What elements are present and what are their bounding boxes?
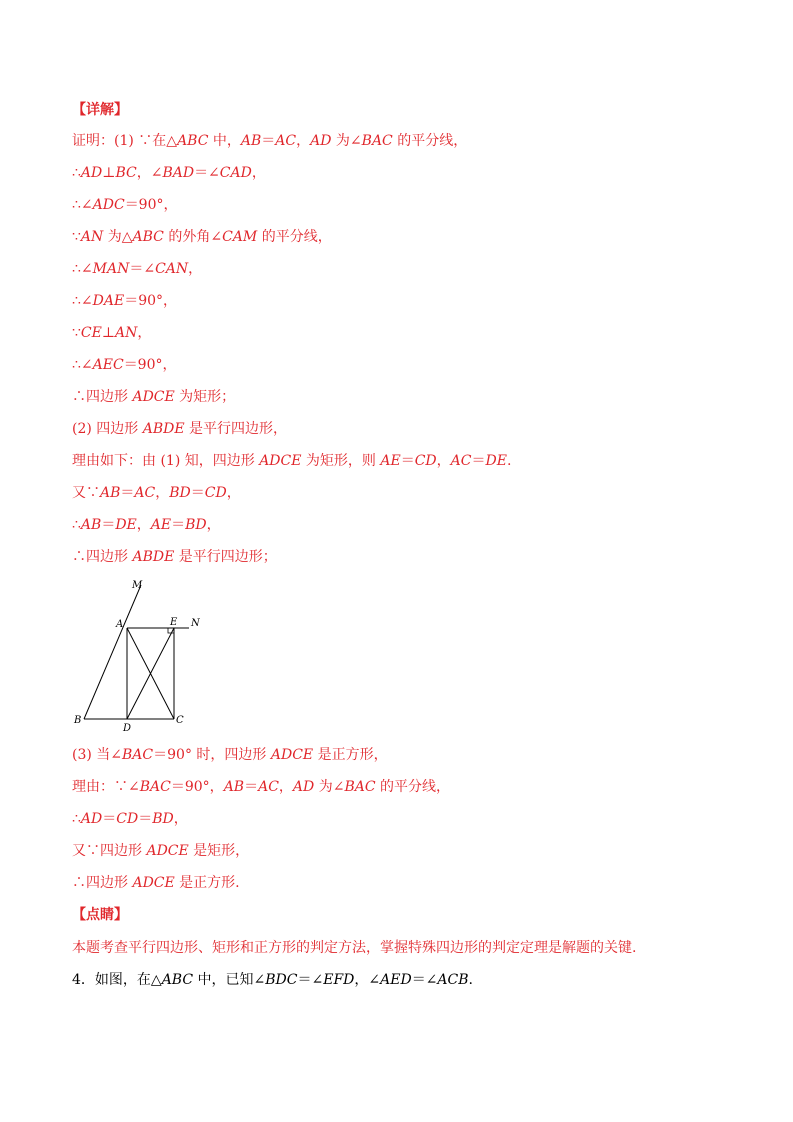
math-symbol: AC: [258, 779, 279, 795]
math-symbol: AB: [100, 485, 121, 501]
proof-line: [72, 450, 511, 472]
math-symbol: ADCE: [132, 875, 175, 891]
math-symbol: DE: [485, 453, 507, 469]
text-segment: ＝90°，: [124, 293, 178, 309]
math-symbol: DAE: [92, 293, 125, 309]
math-symbol: ABDE: [132, 549, 175, 565]
math-symbol: ADCE: [146, 843, 189, 859]
math-symbol: AB: [223, 779, 245, 795]
comment-heading: 【点睛】: [72, 907, 128, 923]
math-symbol: CAM: [222, 229, 258, 245]
math-symbol: BAC: [344, 779, 376, 795]
math-symbol: ABDE: [142, 421, 185, 437]
math-symbol: CAN: [155, 261, 189, 277]
text-segment: 为矩形；: [174, 389, 236, 405]
text-segment: ＝: [400, 453, 415, 469]
label-d: D: [123, 723, 132, 734]
text-segment: 理由：∵∠: [72, 779, 140, 795]
text-segment: ∴四边形: [72, 875, 133, 891]
text-segment: .: [468, 972, 473, 988]
proof-line: [72, 386, 235, 408]
math-symbol: AE: [380, 453, 401, 469]
math-symbol: AB: [240, 133, 262, 149]
proof-line: [72, 482, 241, 504]
text-segment: ＝: [261, 133, 276, 149]
text-segment: ∴∠: [72, 357, 93, 373]
math-symbol: AED: [380, 972, 412, 988]
text-segment: ∴: [72, 165, 81, 181]
geometry-figure: [70, 575, 210, 735]
math-symbol: AC: [275, 133, 297, 149]
proof-line: [72, 840, 249, 862]
text-segment: ，: [251, 165, 266, 181]
text-segment: ∴四边形: [72, 389, 133, 405]
text-segment: ＝: [138, 811, 153, 827]
text-segment: .: [506, 453, 512, 469]
text-segment: ，: [226, 485, 241, 501]
text-segment: ，∠: [136, 165, 163, 181]
math-symbol: BAC: [139, 779, 171, 795]
text-segment: ，∠: [354, 972, 381, 988]
text-segment: ，: [173, 811, 188, 827]
proof-line: [72, 354, 177, 376]
math-symbol: AB: [80, 517, 102, 533]
math-symbol: BAD: [162, 165, 195, 181]
text-segment: ∵: [72, 325, 81, 341]
proof-line: [72, 808, 188, 830]
proof-line: [72, 130, 467, 152]
text-segment: ，: [137, 325, 152, 341]
text-segment: ，: [155, 485, 170, 501]
math-symbol: EFD: [323, 972, 355, 988]
label-a: A: [116, 619, 124, 630]
text-segment: ＝: [120, 485, 135, 501]
proof-line: [72, 418, 287, 440]
text-segment: 为△: [103, 229, 133, 245]
text-segment: ，: [436, 453, 451, 469]
text-segment: ＝: [244, 779, 259, 795]
label-e: E: [170, 617, 178, 628]
text-segment: ∴∠: [72, 197, 93, 213]
math-symbol: BC: [115, 165, 137, 181]
text-segment: ＝∠: [297, 972, 324, 988]
text-segment: ，: [206, 517, 221, 533]
math-symbol: AE: [150, 517, 172, 533]
label-c: C: [176, 715, 184, 726]
text-segment: 为∠: [331, 133, 362, 149]
math-symbol: ABC: [177, 133, 209, 149]
proof-line: [72, 226, 332, 248]
text-segment: ＝: [101, 517, 116, 533]
math-symbol: BAC: [361, 133, 393, 149]
text-segment: ＝90°，: [123, 357, 177, 373]
proof-line: [72, 322, 151, 344]
math-symbol: AD: [80, 165, 103, 181]
math-symbol: BD: [169, 485, 191, 501]
text-segment: 是正方形.: [174, 875, 240, 891]
math-symbol: MAN: [92, 261, 130, 277]
label-n: N: [191, 618, 200, 629]
math-symbol: AEC: [92, 357, 124, 373]
text-segment: 为矩形，则: [301, 453, 381, 469]
text-segment: ＝: [171, 517, 186, 533]
math-symbol: CD: [204, 485, 227, 501]
math-symbol: AD: [292, 779, 315, 795]
text-segment: 中，已知∠: [193, 972, 266, 988]
text-segment: 证明：(1) ∵在△: [72, 133, 178, 149]
text-segment: (3) 当∠: [72, 747, 123, 763]
text-segment: 中，: [208, 133, 241, 149]
text-segment: 的平分线，: [375, 779, 451, 795]
text-segment: 是矩形，: [188, 843, 250, 859]
math-symbol: ADCE: [259, 453, 302, 469]
line-bm: [84, 585, 141, 719]
text-segment: ＝∠: [129, 261, 156, 277]
text-segment: ⊥: [102, 165, 116, 181]
text-segment: ，: [296, 133, 311, 149]
detail-heading: 【详解】: [72, 102, 128, 118]
text-segment: ∴∠: [72, 261, 93, 277]
proof-line: [72, 744, 388, 766]
proof-line: [72, 776, 450, 798]
text-segment: ，: [136, 517, 151, 533]
math-symbol: ADC: [92, 197, 125, 213]
math-symbol: AD: [310, 133, 332, 149]
text-segment: ＝90°，: [124, 197, 178, 213]
math-symbol: ACB: [437, 972, 469, 988]
text-segment: 是平行四边形；: [174, 549, 277, 565]
math-symbol: AC: [450, 453, 472, 469]
math-symbol: DE: [115, 517, 137, 533]
text-segment: 4．如图，在△: [72, 972, 162, 988]
math-symbol: AN: [80, 229, 104, 245]
text-segment: ∴: [72, 517, 81, 533]
math-symbol: CD: [414, 453, 437, 469]
proof-line: [72, 194, 178, 216]
text-segment: 的外角∠: [163, 229, 223, 245]
proof-line: [72, 514, 221, 536]
text-segment: ⊥: [101, 325, 116, 341]
text-segment: 又∵: [72, 485, 100, 501]
text-segment: ＝∠: [411, 972, 438, 988]
math-symbol: BDC: [265, 972, 298, 988]
text-segment: ，: [278, 779, 293, 795]
text-segment: 又∵四边形: [72, 843, 147, 859]
math-symbol: CAD: [219, 165, 252, 181]
text-segment: 是正方形，: [313, 747, 388, 763]
text-segment: 为∠: [314, 779, 345, 795]
text-segment: (2) 四边形: [72, 421, 143, 437]
math-symbol: CD: [116, 811, 139, 827]
math-symbol: ABC: [161, 972, 194, 988]
text-segment: ∵: [72, 229, 81, 245]
text-segment: 的平分线，: [257, 229, 332, 245]
text-segment: ＝: [471, 453, 486, 469]
text-segment: ∴: [72, 811, 81, 827]
math-symbol: AC: [134, 485, 156, 501]
text-segment: ＝: [190, 485, 205, 501]
math-symbol: BAC: [122, 747, 154, 763]
proof-line: [72, 290, 177, 312]
text-segment: ，: [188, 261, 203, 277]
text-segment: ∴∠: [72, 293, 93, 309]
math-symbol: ADCE: [270, 747, 314, 763]
text-segment: 理由如下：由 (1) 知，四边形: [72, 453, 260, 469]
label-m: M: [132, 580, 143, 591]
text-segment: ＝: [102, 811, 117, 827]
text-segment: ＝90°，: [170, 779, 224, 795]
math-symbol: ADCE: [132, 389, 175, 405]
text-segment: ＝∠: [194, 165, 220, 181]
text-segment: ∴四边形: [72, 549, 133, 565]
math-symbol: BD: [152, 811, 174, 827]
proof-line: [72, 546, 277, 568]
math-symbol: BD: [185, 517, 207, 533]
math-symbol: AD: [80, 811, 103, 827]
label-b: B: [74, 715, 82, 726]
proof-line: [72, 162, 266, 184]
proof-line: [72, 258, 202, 280]
math-symbol: CE: [80, 325, 102, 341]
comment-text: 本题考查平行四边形、矩形和正方形的判定方法，掌握特殊四边形的判定定理是解题的关键.: [72, 940, 637, 956]
text-segment: 是平行四边形，: [184, 421, 288, 437]
math-symbol: ABC: [132, 229, 164, 245]
text-segment: ＝90° 时，四边形: [153, 747, 271, 763]
next-problem: [72, 969, 473, 991]
proof-line: [72, 872, 240, 894]
text-segment: 的平分线，: [392, 133, 468, 149]
math-symbol: AN: [115, 325, 138, 341]
